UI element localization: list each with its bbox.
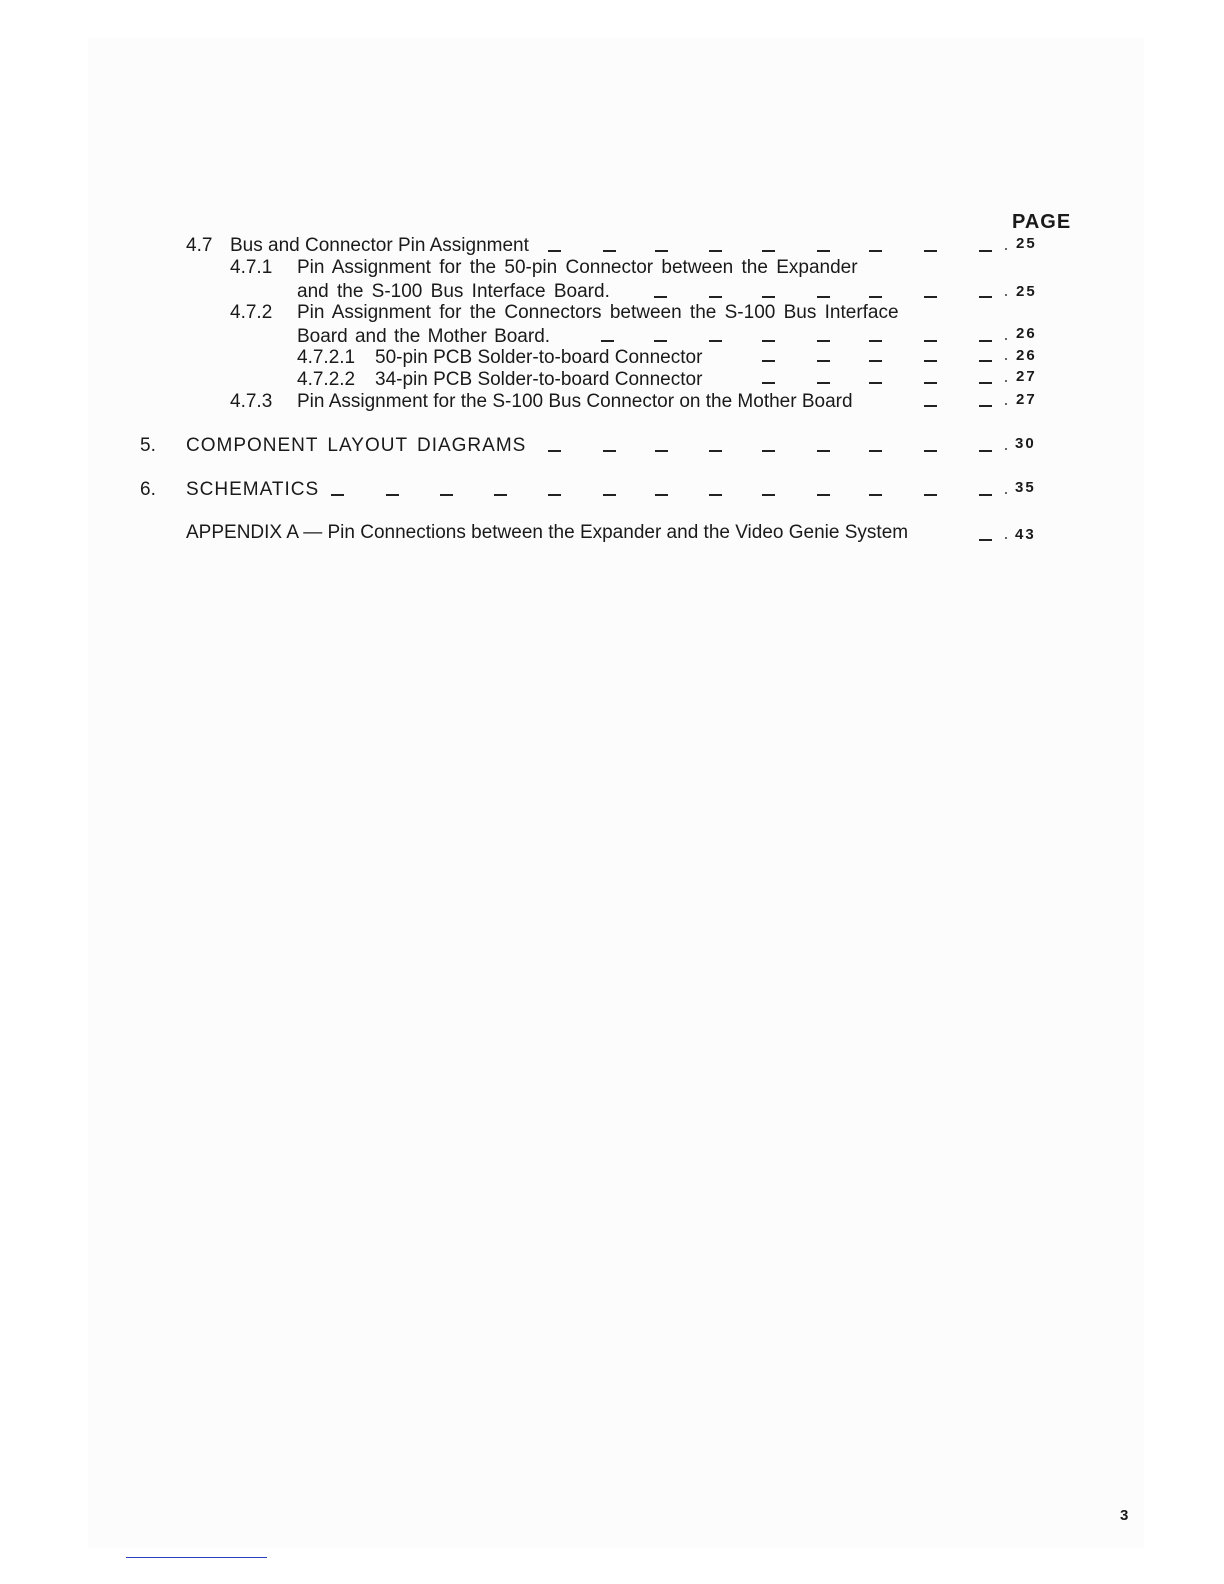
leader-dash bbox=[709, 296, 722, 298]
toc-entry-title: Pin Assignment for the 50-pin Connector between the Expander bbox=[297, 257, 858, 278]
leader-dash bbox=[655, 450, 668, 452]
leader-dash bbox=[817, 494, 830, 496]
leader-dash bbox=[979, 250, 992, 252]
toc-entry-page: 25 bbox=[1016, 235, 1037, 252]
toc-entry-page: 43 bbox=[1015, 526, 1036, 543]
toc-entry-number: 4.7.3 bbox=[230, 391, 273, 412]
toc-entry-number: 4.7.2.2 bbox=[297, 369, 356, 390]
toc-entry-number: 4.7.2.1 bbox=[297, 347, 356, 368]
toc-entry-title-continued: Board and the Mother Board. bbox=[297, 326, 551, 347]
leader-dash bbox=[979, 296, 992, 298]
toc-entry-number: 5. bbox=[140, 435, 156, 456]
leader-dash bbox=[817, 382, 830, 384]
leader-dot bbox=[1005, 448, 1007, 450]
leader-dash bbox=[762, 382, 775, 384]
toc-entry-title: SCHEMATICS bbox=[186, 479, 320, 500]
leader-dash bbox=[924, 296, 937, 298]
toc-entry-number: 4.7 bbox=[186, 235, 213, 256]
leader-dash bbox=[494, 494, 507, 496]
toc-entry-title: Pin Assignment for the S-100 Bus Connector on the Mother Board bbox=[297, 391, 853, 412]
leader-dash bbox=[762, 340, 775, 342]
leader-dash bbox=[817, 340, 830, 342]
leader-dash bbox=[869, 340, 882, 342]
leader-dot bbox=[1005, 537, 1007, 539]
leader-dash bbox=[979, 360, 992, 362]
leader-dash bbox=[548, 450, 561, 452]
toc-entry-title: 34-pin PCB Solder-to-board Connector bbox=[375, 369, 703, 390]
leader-dash bbox=[924, 450, 937, 452]
page-column-heading: PAGE bbox=[1012, 211, 1072, 233]
leader-dash bbox=[979, 340, 992, 342]
toc-entry-page: 35 bbox=[1015, 479, 1036, 496]
leader-dash bbox=[603, 250, 616, 252]
leader-dash bbox=[762, 494, 775, 496]
leader-dash bbox=[603, 494, 616, 496]
toc-entry-page: 25 bbox=[1016, 283, 1037, 300]
leader-dot bbox=[1005, 492, 1007, 494]
leader-dash bbox=[331, 494, 344, 496]
leader-dash bbox=[924, 405, 937, 407]
leader-dot bbox=[1005, 358, 1007, 360]
leader-dash bbox=[979, 382, 992, 384]
footer-rule bbox=[126, 1557, 267, 1558]
leader-dot bbox=[1005, 294, 1007, 296]
toc-entry-page: 26 bbox=[1016, 347, 1037, 364]
toc-entry-number: 4.7.1 bbox=[230, 257, 273, 278]
leader-dash bbox=[654, 296, 667, 298]
page-number: 3 bbox=[1120, 1507, 1129, 1524]
toc-entry-number: 4.7.2 bbox=[230, 302, 273, 323]
leader-dash bbox=[924, 360, 937, 362]
toc-entry-title: COMPONENT LAYOUT DIAGRAMS bbox=[186, 435, 527, 456]
toc-entry-title: Pin Assignment for the Connectors between the S-100 Bus Interface bbox=[297, 302, 899, 323]
toc-entry-title: 50-pin PCB Solder-to-board Connector bbox=[375, 347, 703, 368]
leader-dot bbox=[1005, 338, 1007, 340]
leader-dash bbox=[655, 250, 668, 252]
toc-entry-title: APPENDIX A — Pin Connections between the Expander and the Video Genie System bbox=[186, 522, 909, 543]
leader-dot bbox=[1005, 248, 1007, 250]
leader-dash bbox=[869, 382, 882, 384]
leader-dash bbox=[924, 382, 937, 384]
leader-dash bbox=[709, 450, 722, 452]
leader-dash bbox=[924, 340, 937, 342]
leader-dash bbox=[655, 494, 668, 496]
leader-dash bbox=[869, 450, 882, 452]
leader-dash bbox=[817, 360, 830, 362]
leader-dash bbox=[979, 450, 992, 452]
leader-dash bbox=[762, 450, 775, 452]
toc-entry-number: 6. bbox=[140, 479, 156, 500]
leader-dash bbox=[601, 340, 614, 342]
leader-dash bbox=[979, 405, 992, 407]
leader-dash bbox=[979, 494, 992, 496]
toc-entry-page: 30 bbox=[1015, 435, 1036, 452]
leader-dash bbox=[762, 296, 775, 298]
leader-dash bbox=[386, 494, 399, 496]
leader-dash bbox=[654, 340, 667, 342]
toc-entry-page: 26 bbox=[1016, 325, 1037, 342]
leader-dash bbox=[869, 250, 882, 252]
leader-dash bbox=[869, 360, 882, 362]
toc-entry-page: 27 bbox=[1016, 391, 1037, 408]
leader-dash bbox=[548, 494, 561, 496]
leader-dash bbox=[762, 250, 775, 252]
leader-dash bbox=[817, 250, 830, 252]
leader-dash bbox=[709, 494, 722, 496]
leader-dash bbox=[817, 296, 830, 298]
toc-entry-title: Bus and Connector Pin Assignment bbox=[230, 235, 529, 256]
toc-entry-page: 27 bbox=[1016, 368, 1037, 385]
leader-dash bbox=[869, 296, 882, 298]
leader-dot bbox=[1005, 403, 1007, 405]
leader-dash bbox=[440, 494, 453, 496]
leader-dash bbox=[924, 494, 937, 496]
leader-dot bbox=[1005, 380, 1007, 382]
leader-dash bbox=[709, 250, 722, 252]
leader-dash bbox=[817, 450, 830, 452]
leader-dash bbox=[869, 494, 882, 496]
leader-dash bbox=[603, 450, 616, 452]
toc-entry-title-continued: and the S-100 Bus Interface Board. bbox=[297, 281, 610, 302]
leader-dash bbox=[548, 250, 561, 252]
leader-dash bbox=[979, 539, 992, 541]
leader-dash bbox=[709, 340, 722, 342]
leader-dash bbox=[924, 250, 937, 252]
leader-dash bbox=[762, 360, 775, 362]
